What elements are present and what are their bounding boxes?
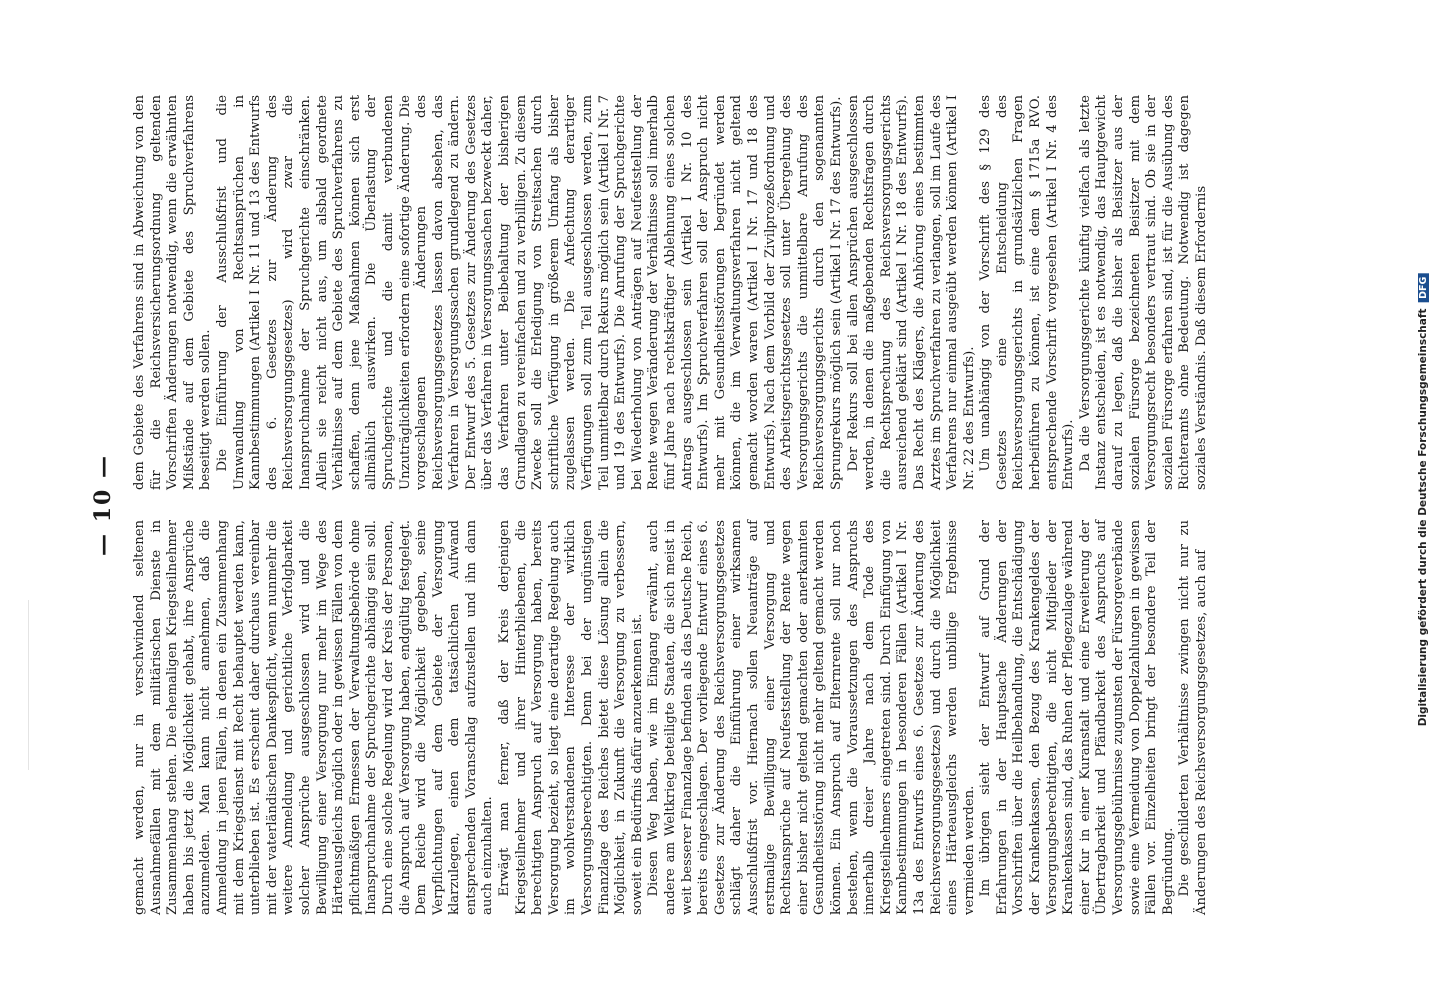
page-body <box>90 95 1360 915</box>
paragraph: Diesen Weg haben, wie im Eingang erwähnt, auch andere am Weltkrieg beteiligte Staaten, die sich meist in weit besserer Finanzlage befinden als das Deutsche Reich, bereits eingeschlagen. Der vorliegende Entwurf eines 6. Gesetzes zur Änderung des Reichsversorgungsgesetzes schlägt daher die Einführung einer wirksamen Ausschlußfrist vor. Hiernach sollen Neuanträge auf erstmalige Bewilligung einer Versorgung und Rechtsansprüche auf Neufeststellung der Rente wegen einer bisher nicht geltend gemachten oder anerkannten Gesundheitsstörung nicht mehr geltend gemacht werden können. Ein Anspruch auf Elternrente soll nur noch bestehen, wenn die Voraussetzungen des Anspruchs innerhalb dreier Jahre nach dem Tode des Kriegsteilnehmers eingetreten sind. Durch Einfügung von Kannbestimmungen in besonderen Fällen (Artikel I Nr. 13a des Entwurfs eines 6. Gesetzes zur Änderung des Reichsversorgungsgesetzes) und durch die Möglichkeit eines Härteausgleichs werden unbillige Ergebnisse vermieden werden. <box>646 520 977 915</box>
right-column <box>132 95 1211 490</box>
side-note <box>1414 10 1432 990</box>
page-number: — 10 — <box>90 454 116 556</box>
paragraph: Da die Versorgungsgerichte künftig vielfach als letzte Instanz entscheiden, ist es notwendig, das Hauptgewicht darauf zu legen, daß die bisher als Beisitzer aus der sozialen Fürsorge bezeichneten Beisitzer mit dem Versorgungsrecht besonders vertraut sind. Ob sie in der sozialen Fürsorge erfahren sind, ist für die Ausübung des Richteramts ohne Bedeutung. Notwendig ist dagegen soziales Verständnis. Daß diesem Erfordernis <box>1077 95 1209 490</box>
paragraph: Erwägt man ferner, daß der Kreis derjenigen Kriegsteilnehmer und ihrer Hinterbliebenen, die berechtigten Anspruch auf Versorgung haben, bereits Versorgung bezieht, so liegt eine derartige Regelung auch im wohlverstandenen Interesse der wirklich Versorgungsberechtigten. Denn bei der ungünstigen Finanzlage des Reiches bietet diese Lösung allein die Möglichkeit, in Zukunft die Versorgung zu verbessern, soweit ein Bedürfnis dafür anzuerkennen ist. <box>497 520 645 915</box>
paragraph: gemacht werden, nur in verschwindend seltenen Ausnahmefällen mit dem militärischen Dienste in Zusammenhang stehen. Die ehemaligen Kriegsteilnehmer haben bis jetzt die Möglichkeit gehabt, ihre Ansprüche anzumelden. Man kann nicht annehmen, daß die Anmeldung in jenen Fällen, in denen ein Zusammenhang mit dem Kriegsdienst mit Recht behauptet werden kann, unterblieben ist. Es erscheint daher durchaus vereinbar mit der vaterländischen Dankespflicht, wenn nunmehr die weitere Anmeldung und gerichtliche Verfolgbarkeit solcher Ansprüche ausgeschlossen wird und die Bewilligung einer Versorgung nur mehr im Wege des Härteausgleichs möglich oder in gewissen Fällen von dem pflichtmäßigen Ermessen der Verwaltungsbehörde ohne Inanspruchnahme der Spruchgerichte abhängig sein soll. Durch eine solche Regelung wird der Kreis der Personen, die Anspruch auf Versorgung haben, endgültig festgelegt. Dem Reiche wird die Möglichkeit gegeben, seine Verpflichtungen auf dem Gebiete der Versorgung klarzulegen, einen dem tatsächlichen Aufwand entsprechenden Voranschlag aufzustellen und ihn dann auch einzuhalten. <box>132 520 496 915</box>
funding-note: Digitalisierung gefördert durch die Deutsche Forschungsgemeinschaft <box>1417 308 1429 727</box>
side-note-text <box>1417 274 1429 727</box>
paragraph: Die Einführung der Ausschlußfrist und die Umwandlung von Rechtsansprüchen in Kannbestimmungen (Artikel I Nr. 11 und 13 des Entwurfs des 6. Gesetzes zur Änderung des Reichsversorgungsgesetzes) wird zwar die Inanspruchnahme der Spruchgerichte einschränken. Allein sie reicht nicht aus, um alsbald geordnete Verhältnisse auf dem Gebiete des Spruchverfahrens zu schaffen, denn jene Maßnahmen können sich erst allmählich auswirken. Die Überlastung der Spruchgerichte und die damit verbundenen Unzuträglichkeiten erfordern eine sofortige Änderung. Die vorgeschlagenen Änderungen des Reichsversorgungsgesetzes lassen davon absehen, das Verfahren in Versorgungssachen grundlegend zu ändern. Der Entwurf des 5. Gesetzes zur Änderung des Gesetzes über das Verfahren in Versorgungssachen bezweckt daher, das Verfahren unter Beibehaltung der bisherigen Grundlagen zu vereinfachen und zu verbilligen. Zu diesem Zwecke soll die Erledigung von Streitsachen durch schriftliche Verfügung in größerem Umfang als bisher zugelassen werden. Die Anfechtung derartiger Verfügungen soll zum Teil ausgeschlossen werden, zum Teil unmittelbar durch Rekurs möglich sein (Artikel I Nr. 7 und 19 des Entwurfs). Die Anrufung der Spruchgerichte bei Wiederholung von Anträgen auf Neufeststellung der Rente wegen Veränderung der Verhältnisse soll innerhalb fünf Jahre nach rechtskräftiger Ablehnung eines solchen Antrags ausgeschlossen sein (Artikel I Nr. 10 des Entwurfs). Im Spruchverfahren soll der Anspruch nicht mehr mit Gesundheitsstörungen begründet werden können, die im Verwaltungsverfahren nicht geltend gemacht worden waren (Artikel I Nr. 17 und 18 des Entwurfs). Nach dem Vorbild der Zivilprozeßordnung und des Arbeitsgerichtsgesetzes soll unter Übergehung des Versorgungsgerichts die unmittelbare Anrufung des Reichsversorgungsgerichts durch den sogenannten Sprungrekurs möglich sein (Artikel I Nr. 17 des Entwurfs). <box>214 95 844 490</box>
rotated-content <box>90 95 1360 915</box>
paragraph: dem Gebiete des Verfahrens sind in Abweichung von den für die Reichsversicherungsordnung geltenden Vorschriften Änderungen notwendig, wenn die erwähnten Mißstände auf dem Gebiete des Spruchverfahrens beseitigt werden sollen. <box>132 95 214 490</box>
scan-artifact <box>28 600 29 770</box>
paragraph: Die geschilderten Verhältnisse zwingen nicht nur zu Änderungen des Reichsversorgungsgesetzes, auch auf <box>1177 520 1209 915</box>
paragraph: Im übrigen sieht der Entwurf auf Grund der Erfahrungen in der Hauptsache Änderungen der Vorschriften über die Heilbehandlung, die Entschädigung der Krankenkassen, den Bezug des Krankengeldes der Versorgungsberechtigten, die nicht Mitglieder der Krankenkassen sind, das Ruhen der Pflegezulage während einer Kur in einer Kuranstalt und eine Erweiterung der Übertragbarkeit und Pfändbarkeit des Anspruchs auf Versorgungsgebührnisse zugunsten der Fürsorgeverbände sowie eine Vermeidung von Doppelzahlungen in gewissen Fällen vor. Einzelheiten bringt der besondere Teil der Begründung. <box>978 520 1176 915</box>
dfg-logo: DFG <box>1418 274 1429 302</box>
left-column <box>132 520 1211 915</box>
paragraph: Um unabhängig von der Vorschrift des § 129 des Gesetzes eine Entscheidung des Reichsversorgungsgerichts in grundsätzlichen Fragen herbeiführen zu können, ist eine dem § 1715a RVO. entsprechende Vorschrift vorgesehen (Artikel I Nr. 4 des Entwurfs). <box>978 95 1077 490</box>
paragraph: Der Rekurs soll bei allen Ansprüchen ausgeschlossen werden, in denen die maßgebenden Rechtsfragen durch die Rechtsprechung des Reichsversorgungsgerichts ausreichend geklärt sind (Artikel I Nr. 18 des Entwurfs). Das Recht des Klägers, die Anhörung eines bestimmten Arztes im Spruchverfahren zu verlangen, soll im Laufe des Verfahrens nur einmal ausgeübt werden können (Artikel I Nr. 22 des Entwurfs). <box>845 95 977 490</box>
